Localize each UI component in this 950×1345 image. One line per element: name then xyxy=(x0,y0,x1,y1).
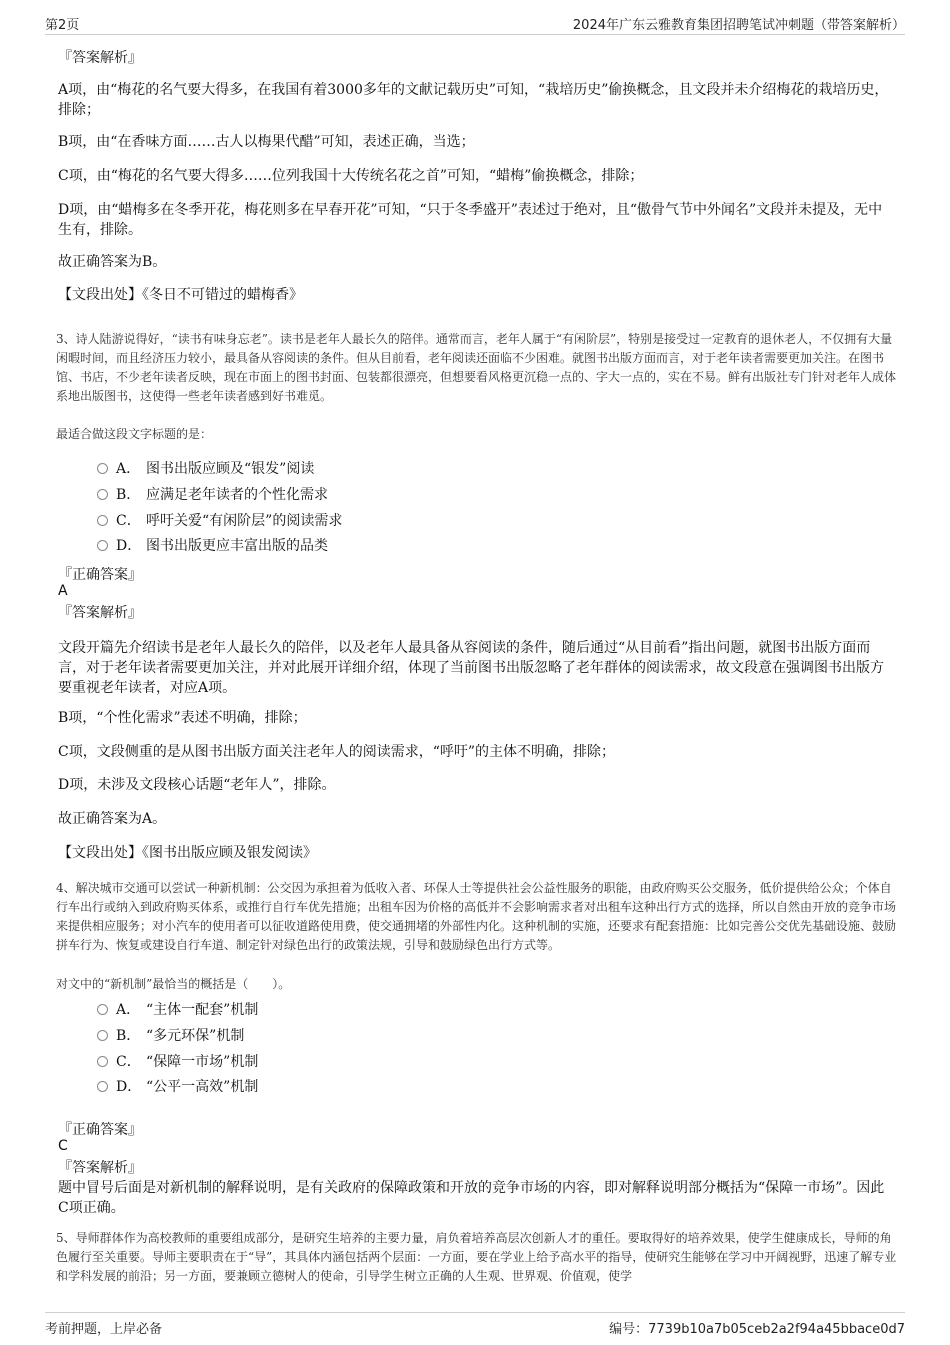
q3-option-c[interactable]: C． 呼吁关爱“有闲阶层”的阅读需求 xyxy=(97,511,342,531)
q2-analysis-d: D项，由“蜡梅多在冬季开花，梅花则多在早春开花”可知，“只于冬季盛开”表述过于绝对，且“傲骨气节中外闻名”文段并未提及，无中生有，排除。 xyxy=(58,202,883,238)
q3-question: 最适合做这段文字标题的是： xyxy=(56,427,213,441)
q4-option-d[interactable]: D． “公平一高效”机制 xyxy=(97,1077,258,1097)
q4-analysis: 题中冒号后面是对新机制的解释说明，是有关政府的保障政策和开放的竞争市场的内容，即对解释说明部分概括为“保障一市场”。因此C项正确。 xyxy=(58,1180,885,1216)
document-id: 编号：7739b10a7b05ceb2a2f94a45bbace0d7 xyxy=(609,1322,905,1337)
q3-option-b[interactable]: B． 应满足老年读者的个性化需求 xyxy=(97,485,328,505)
q4-correct-answer: C xyxy=(58,1138,68,1154)
q3-analysis-c: C项，文段侧重的是从图书出版方面关注老年人的阅读需求，“呼吁”的主体不明确，排除； xyxy=(58,744,616,760)
q4-analysis-label: 『答案解析』 xyxy=(58,1160,142,1176)
radio-icon[interactable] xyxy=(97,489,108,500)
radio-icon[interactable] xyxy=(97,515,108,526)
q4-stem: 4、解决城市交通可以尝试一种新机制：公交因为承担着为低收入者、环保人士等提供社会公益性服务的职能，由政府购买公交服务，低价提供给公众；个体自行车出行或纳入到政府购买体系，或推行自行车优先措施；出租车因为价格的高低并不会影响需求者对出租车这种出行方式的选择，所以自然由开放的竞争市场来提供相应服务；对小汽车的使用者可以征收道路使用费，使交通拥堵的外部性内化。这种机制的实施，还要求有配套措施：比如完善公交优先基础设施、鼓励拼车行为、恢复或建设自行车道、制定针对绿色出行的政策法规，引导和鼓励绿色出行方式等。 xyxy=(56,881,897,952)
q3-stem: 3、诗人陆游说得好，“读书有味身忘老”。读书是老年人最长久的陪伴。通常而言，老年人属于“有闲阶层”，特别是接受过一定教育的退休老人，不仅拥有大量闲暇时间，而且经济压力较小，最具备从容阅读的条件。但从目前看，老年阅读还面临不少困难。就图书出版方面而言，对于老年读者需要更加关注。在图书馆、书店，不少老年读者反映，现在市面上的图书封面、包装都很漂亮，但想要看风格更沉稳一点的、字大一点的，实在不易。鲜有出版社专门针对老年人成体系地出版图书，这使得一些老年读者感到好书难觅。 xyxy=(56,332,897,403)
radio-icon[interactable] xyxy=(97,1056,108,1067)
radio-icon[interactable] xyxy=(97,1004,108,1015)
q3-option-d[interactable]: D． 图书出版更应丰富出版的品类 xyxy=(97,536,328,556)
q2-analysis-b: B项，由“在香味方面……古人以梅果代醋”可知，表述正确，当选； xyxy=(58,134,475,150)
q4-option-a[interactable]: A． “主体一配套”机制 xyxy=(97,1000,258,1020)
footer-slogan: 考前押题，上岸必备 xyxy=(45,1322,163,1337)
radio-icon[interactable] xyxy=(97,463,108,474)
q3-analysis-label: 『答案解析』 xyxy=(58,605,142,621)
q3-correct-answer: A xyxy=(58,583,68,599)
document-title: 2024年广东云雅教育集团招聘笔试冲刺题（带答案解析） xyxy=(572,18,905,33)
q3-correct-label: 『正确答案』 xyxy=(58,567,142,583)
q2-analysis-a: A项，由“梅花的名气要大得多，在我国有着3000多年的文献记载历史”可知，“栽培历史”偷换概念，且文段并未介绍梅花的栽培历史，排除； xyxy=(58,82,889,118)
q4-correct-label: 『正确答案』 xyxy=(58,1122,142,1138)
q2-source: 【文段出处】《冬日不可错过的蜡梅香》 xyxy=(58,287,303,303)
q2-analysis-label: 『答案解析』 xyxy=(58,50,142,66)
radio-icon[interactable] xyxy=(97,540,108,551)
q3-analysis-d: D项，未涉及文段核心话题“老年人”，排除。 xyxy=(58,777,336,793)
page-footer xyxy=(45,1312,905,1335)
radio-icon[interactable] xyxy=(97,1081,108,1092)
page-number: 第2页 xyxy=(45,18,80,33)
radio-icon[interactable] xyxy=(97,1030,108,1041)
page-header xyxy=(45,12,905,35)
q3-analysis-b: B项，“个性化需求”表述不明确，排除； xyxy=(58,710,307,726)
q5-stem: 5、导师群体作为高校教师的重要组成部分，是研究生培养的主要力量，肩负着培养高层次创新人才的重任。要取得好的培养效果，使学生健康成长，导师的角色履行至关重要。导师主要职责在于“导”，其具体内涵包括两个层面：一方面，要在学业上给予高水平的指导，使研究生能够在学习中开阔视野，迅速了解专业和学科发展的前沿；另一方面，要兼顾立德树人的使命，引导学生树立正确的人生观、世界观、价值观，使学 xyxy=(56,1231,897,1283)
q3-option-a[interactable]: A． 图书出版应顾及“银发”阅读 xyxy=(97,459,314,479)
q3-conclusion: 故正确答案为A。 xyxy=(58,811,167,827)
q2-conclusion: 故正确答案为B。 xyxy=(58,254,167,270)
q4-option-c[interactable]: C． “保障一市场”机制 xyxy=(97,1052,258,1072)
q3-source: 【文段出处】《图书出版应顾及银发阅读》 xyxy=(58,845,317,861)
q4-option-b[interactable]: B． “多元环保”机制 xyxy=(97,1026,244,1046)
q2-analysis-c: C项，由“梅花的名气要大得多……位列我国十大传统名花之首”可知，“蜡梅”偷换概念，排除； xyxy=(58,168,644,184)
q3-analysis: 文段开篇先介绍读书是老年人最长久的陪伴，以及老年人最具备从容阅读的条件，随后通过“从目前看”指出问题，就图书出版方面而言，对于老年读者需要更加关注，并对此展开详细介绍，体现了当前图书出版忽略了老年群体的阅读需求，故文段意在强调图书出版方要重视老年读者，对应A项。 xyxy=(58,640,884,696)
q4-question: 对文中的“新机制”最恰当的概括是（ ）。 xyxy=(56,977,291,991)
